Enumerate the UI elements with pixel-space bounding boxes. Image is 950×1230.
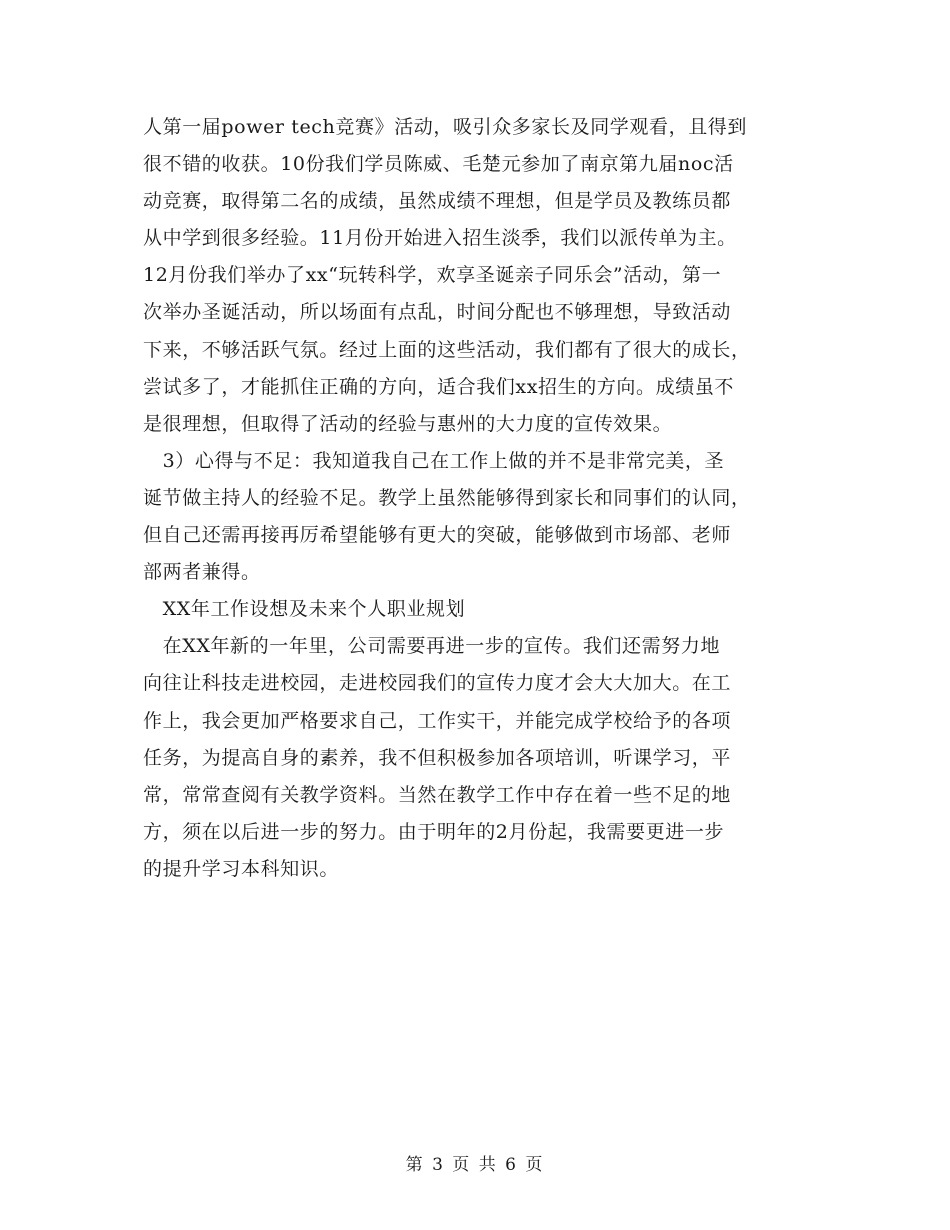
text-line: 部两者兼得。 xyxy=(143,561,261,584)
text-line: 的提升学习本科知识。 xyxy=(143,857,340,880)
text-line: 3）心得与不足：我知道我自己在工作上做的并不是非常完美，圣 xyxy=(143,449,725,472)
text-line: 尝试多了，才能抓住正确的方向，适合我们xx招生的方向。成绩虽不 xyxy=(143,375,735,398)
text-line: 很不错的收获。10份我们学员陈威、毛楚元参加了南京第九届noc活 xyxy=(143,153,734,176)
text-line: 方，须在以后进一步的努力。由于明年的2月份起，我需要更进一步 xyxy=(143,820,725,843)
text-line: 动竞赛，取得第二名的成绩，虽然成绩不理想，但是学员及教练员都 xyxy=(143,190,732,213)
text-line: 常，常常查阅有关教学资料。当然在教学工作中存在着一些不足的地 xyxy=(143,783,732,806)
text-line: 下来，不够活跃气氛。经过上面的这些活动，我们都有了很大的成长， xyxy=(143,338,751,361)
page-number-footer: 第 3 页 共 6 页 xyxy=(405,1155,545,1175)
text-line: 在XX年新的一年里，公司需要再进一步的宣传。我们还需努力地 xyxy=(143,635,721,658)
section-heading: XX年工作设想及未来个人职业规划 xyxy=(143,598,466,621)
text-line: 次举办圣诞活动，所以场面有点乱，时间分配也不够理想，导致活动 xyxy=(143,301,732,324)
body-text xyxy=(143,109,808,888)
text-line: 但自己还需再接再厉希望能够有更大的突破，能够做到市场部、老师 xyxy=(143,524,732,547)
text-line: 人第一届power tech竞赛》活动，吸引众多家长及同学观看，且得到 xyxy=(143,116,747,138)
text-line: 任务，为提高自身的素养，我不但积极参加各项培训，听课学习，平 xyxy=(143,746,732,769)
text-line: 向往让科技走进校园，走进校园我们的宣传力度才会大大加大。在工 xyxy=(143,672,732,695)
text-line: 作上，我会更加严格要求自己，工作实干，并能完成学校给予的各项 xyxy=(143,709,732,732)
text-line: 从中学到很多经验。11月份开始进入招生淡季，我们以派传单为主。 xyxy=(143,227,737,250)
text-line: 是很理想，但取得了活动的经验与惠州的大力度的宣传效果。 xyxy=(143,412,673,435)
text-line: 诞节做主持人的经验不足。教学上虽然能够得到家长和同事们的认同， xyxy=(143,486,751,509)
text-line: 12月份我们举办了xx“玩转科学，欢享圣诞亲子同乐会”活动，第一 xyxy=(143,264,722,287)
